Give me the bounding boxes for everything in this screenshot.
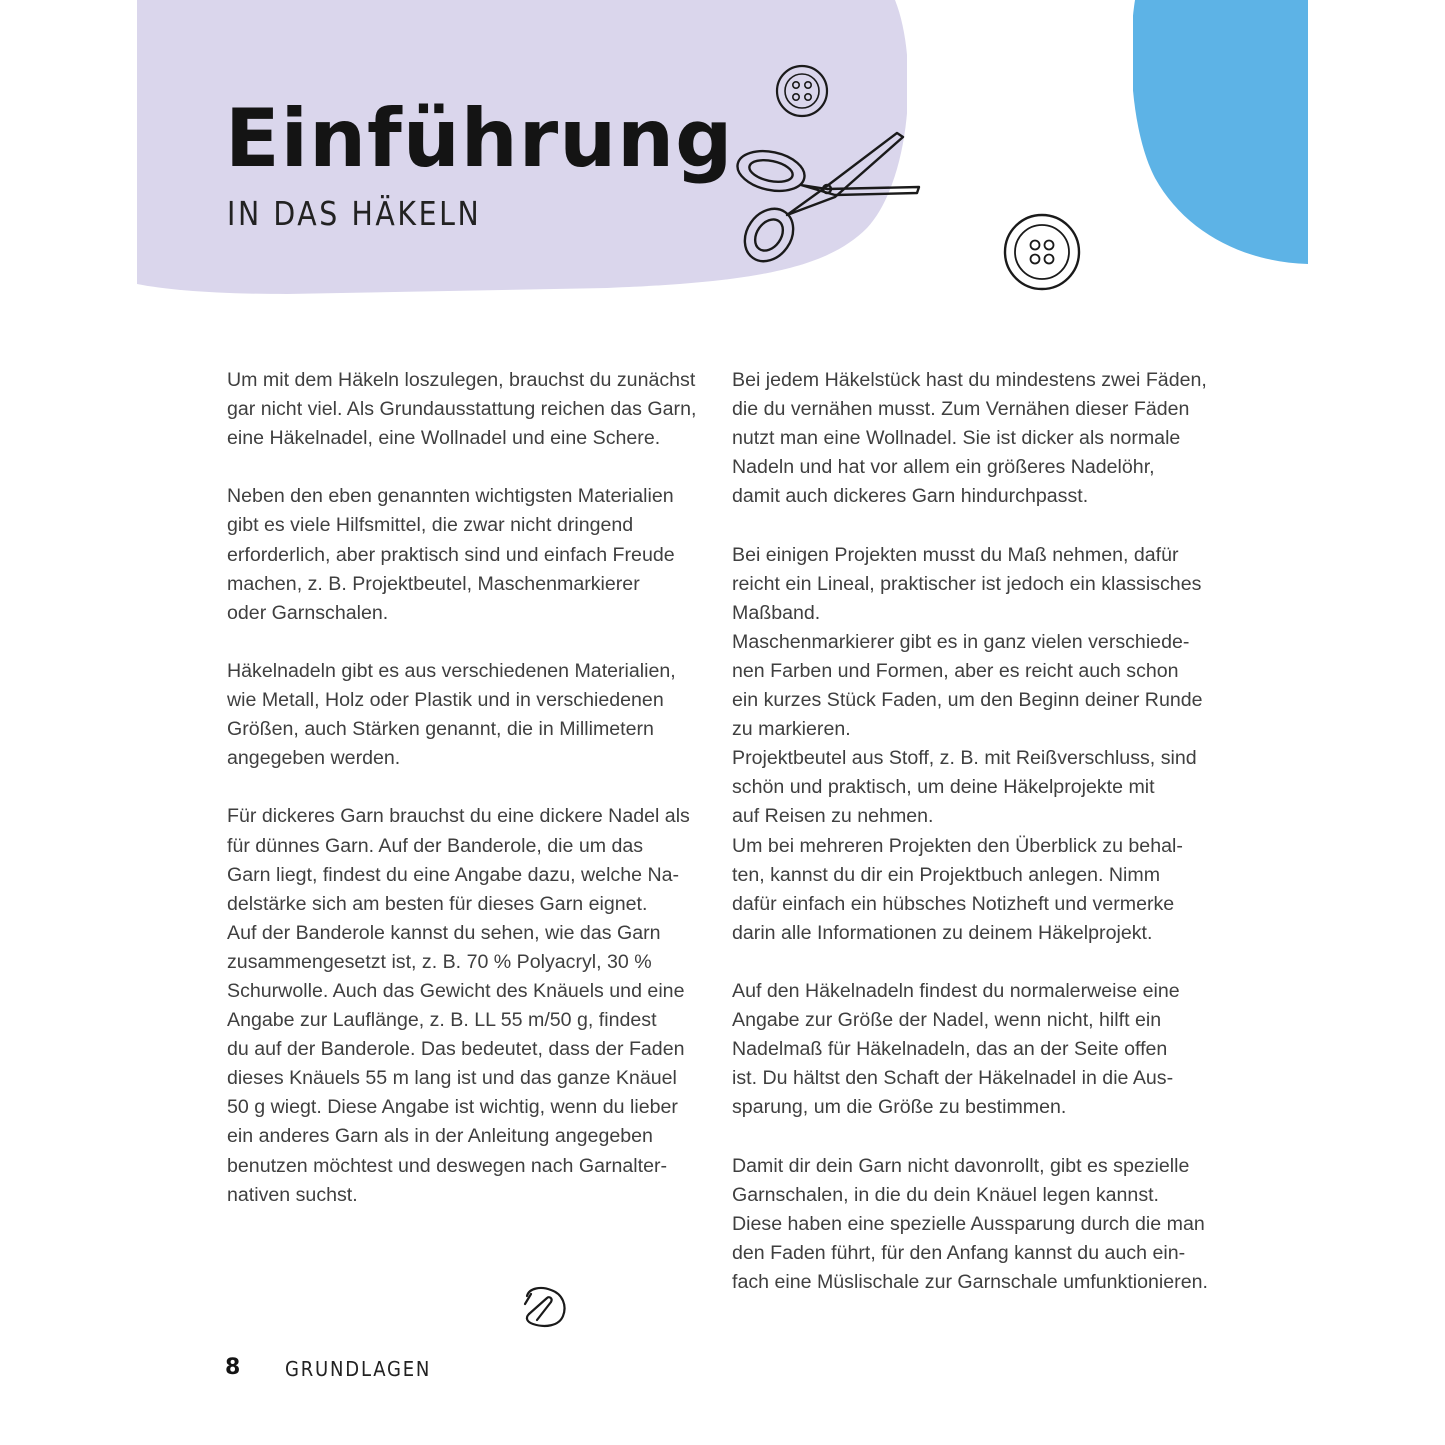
paragraph: Für dickeres Garn brauchst du eine dickere Nadel als für dünnes Garn. Auf der Banderole, die um das Garn liegt, findest du eine Angabe dazu, welche Na- delstärke sich am besten für dieses Garn eignet. Auf der Banderole kannst du sehen, wie das Garn zusammengesetzt ist, z. B. 70 % Polyacryl, 30 % Schurwolle. Auch das Gewicht des Knäuels und eine Angabe zur Lauflänge, z. B. LL 55 m/50 g, findest du auf der Banderole. Das bedeutet, dass der Faden dieses Knäuels 55 m lang ist und das ganze Knäuel 50 g wiegt. Diese Angabe ist wichtig, wenn du lieber ein anderes Garn als in der Anleitung angegeben benutzen möchtest und deswegen nach Garnalter- nativen suchst. bbox=[227, 805, 690, 1206]
paragraph: Damit dir dein Garn nicht davonrollt, gibt es spezielle Garnschalen, in die du dein Knäuel legen kannst. Diese haben eine spezielle Aussparung durch die man den Faden führt, für den Anfang kannst du auch ein- fach eine Müslischale zur Garnschale umfunktionieren. bbox=[732, 1154, 1208, 1293]
blue-blob-path bbox=[1133, 0, 1308, 264]
button-icon bbox=[774, 63, 830, 119]
left-text-column bbox=[227, 366, 727, 1239]
section-label: GRUNDLAGEN bbox=[285, 1357, 432, 1381]
paragraph: Auf den Häkelnadeln findest du normalerweise eine Angabe zur Größe der Nadel, wenn nicht, hilft ein Nadelmaß für Häkelnadeln, das an der Seite offen ist. Du hältst den Schaft der Häkelnadel in die Aus- sparung, um die Größe zu bestimmen. bbox=[732, 979, 1180, 1119]
right-text-column bbox=[732, 366, 1232, 1326]
paragraph: Maschenmarkierer gibt es in ganz vielen verschiede- nen Farben und Formen, aber es reicht auch schon ein kurzes Stück Faden, um den Beginn deiner Runde zu markieren. bbox=[732, 630, 1203, 741]
blue-corner-shape bbox=[1133, 0, 1308, 270]
scissors-icon bbox=[731, 125, 923, 267]
paragraph: Um mit dem Häkeln loszulegen, brauchst du zunächst gar nicht viel. Als Grundausstattung reichen das Garn, eine Häkelnadel, eine Wollnadel und eine Schere. bbox=[227, 369, 697, 450]
paragraph: Häkelnadeln gibt es aus verschiedenen Materialien, wie Metall, Holz oder Plastik und in verschiedenen Größen, auch Stärken genannt, die in Millimetern angegeben werden. bbox=[227, 659, 676, 770]
paragraph: Bei einigen Projekten musst du Maß nehmen, dafür reicht ein Lineal, praktischer ist jedoch ein klassisches Maßband. bbox=[732, 543, 1202, 624]
page-title: Einführung bbox=[225, 92, 734, 185]
page-subtitle: IN DAS HÄKELN bbox=[227, 194, 482, 233]
button-icon bbox=[1002, 212, 1082, 292]
page-number: 8 bbox=[225, 1355, 241, 1380]
paragraph: Neben den eben genannten wichtigsten Materialien gibt es viele Hilfsmittel, die zwar nicht dringend erforderlich, aber praktisch sind und einfach Freude machen, z. B. Projektbeutel, Maschenmarkierer oder Garnschalen. bbox=[227, 485, 675, 624]
book-page bbox=[137, 0, 1308, 1445]
paragraph: Um bei mehreren Projekten den Überblick zu behal- ten, kannst du dir ein Projektbuch anlegen. Nimm dafür einfach ein hübsches Notizheft und vermerke darin alle Informationen zu deinem Häkelprojekt. bbox=[732, 834, 1183, 944]
stitch-marker-icon bbox=[521, 1284, 571, 1330]
paragraph: Bei jedem Häkelstück hast du mindestens zwei Fäden, die du vernähen musst. Zum Vernähen dieser Fäden nutzt man eine Wollnadel. Sie ist dicker als normale Nadeln und hat vor allem ein größeres Nadelöhr, damit auch dickeres Garn hindurchpasst. bbox=[732, 369, 1207, 508]
paragraph: Projektbeutel aus Stoff, z. B. mit Reißverschluss, sind schön und praktisch, um deine Häkelprojekte mit auf Reisen zu nehmen. bbox=[732, 747, 1197, 828]
